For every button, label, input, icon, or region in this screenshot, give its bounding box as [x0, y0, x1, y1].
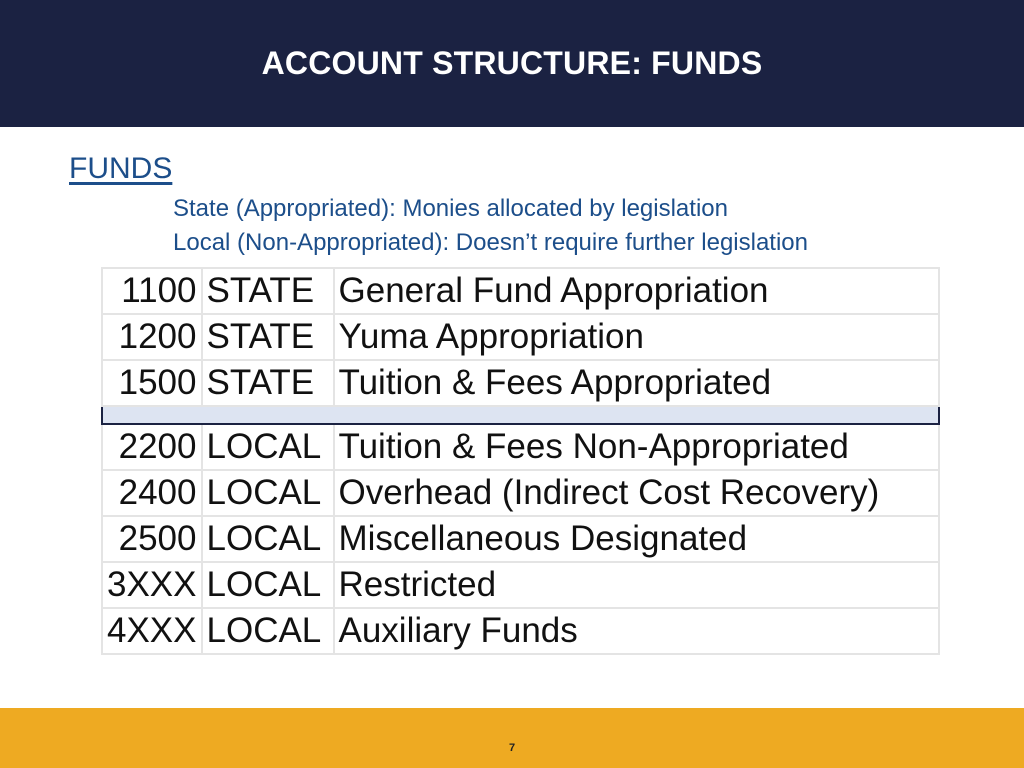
state-description: State (Appropriated): Monies allocated by legislation: [173, 195, 728, 222]
fund-name-cell: Tuition & Fees Non-Appropriated: [334, 424, 940, 470]
fund-code-cell: 1200: [102, 314, 202, 360]
table-row: [102, 516, 939, 562]
table-row: [102, 424, 939, 470]
table-row: [102, 268, 939, 314]
fund-name-cell: Overhead (Indirect Cost Recovery): [334, 470, 940, 516]
table-row: [102, 608, 939, 654]
fund-name-cell: Miscellaneous Designated: [334, 516, 940, 562]
local-description: Local (Non-Appropriated): Doesn’t require further legislation: [173, 229, 808, 256]
fund-name-cell: Yuma Appropriation: [334, 314, 940, 360]
title-banner: [0, 0, 1024, 127]
fund-type-cell: LOCAL: [202, 470, 334, 516]
fund-code-cell: 1100: [102, 268, 202, 314]
fund-code-cell: 2200: [102, 424, 202, 470]
fund-name-cell: General Fund Appropriation: [334, 268, 940, 314]
table-row: [102, 314, 939, 360]
section-heading: FUNDS: [69, 152, 173, 185]
table-row: [102, 360, 939, 406]
separator-cell: [102, 406, 939, 424]
fund-type-cell: STATE: [202, 360, 334, 406]
fund-type-cell: LOCAL: [202, 516, 334, 562]
table-row: [102, 470, 939, 516]
fund-name-cell: Restricted: [334, 562, 940, 608]
fund-name-cell: Auxiliary Funds: [334, 608, 940, 654]
fund-type-cell: LOCAL: [202, 562, 334, 608]
table-row: [102, 562, 939, 608]
separator-row: [102, 406, 939, 424]
fund-code-cell: 4XXX: [102, 608, 202, 654]
page-title: ACCOUNT STRUCTURE: FUNDS: [261, 45, 763, 81]
fund-type-cell: LOCAL: [202, 424, 334, 470]
fund-code-cell: 3XXX: [102, 562, 202, 608]
fund-code-cell: 2400: [102, 470, 202, 516]
funds-table: [101, 267, 940, 655]
fund-type-cell: LOCAL: [202, 608, 334, 654]
fund-name-cell: Tuition & Fees Appropriated: [334, 360, 940, 406]
fund-code-cell: 2500: [102, 516, 202, 562]
fund-code-cell: 1500: [102, 360, 202, 406]
fund-type-cell: STATE: [202, 314, 334, 360]
fund-type-cell: STATE: [202, 268, 334, 314]
footer-bar: [0, 708, 1024, 768]
page-number: 7: [508, 742, 516, 754]
